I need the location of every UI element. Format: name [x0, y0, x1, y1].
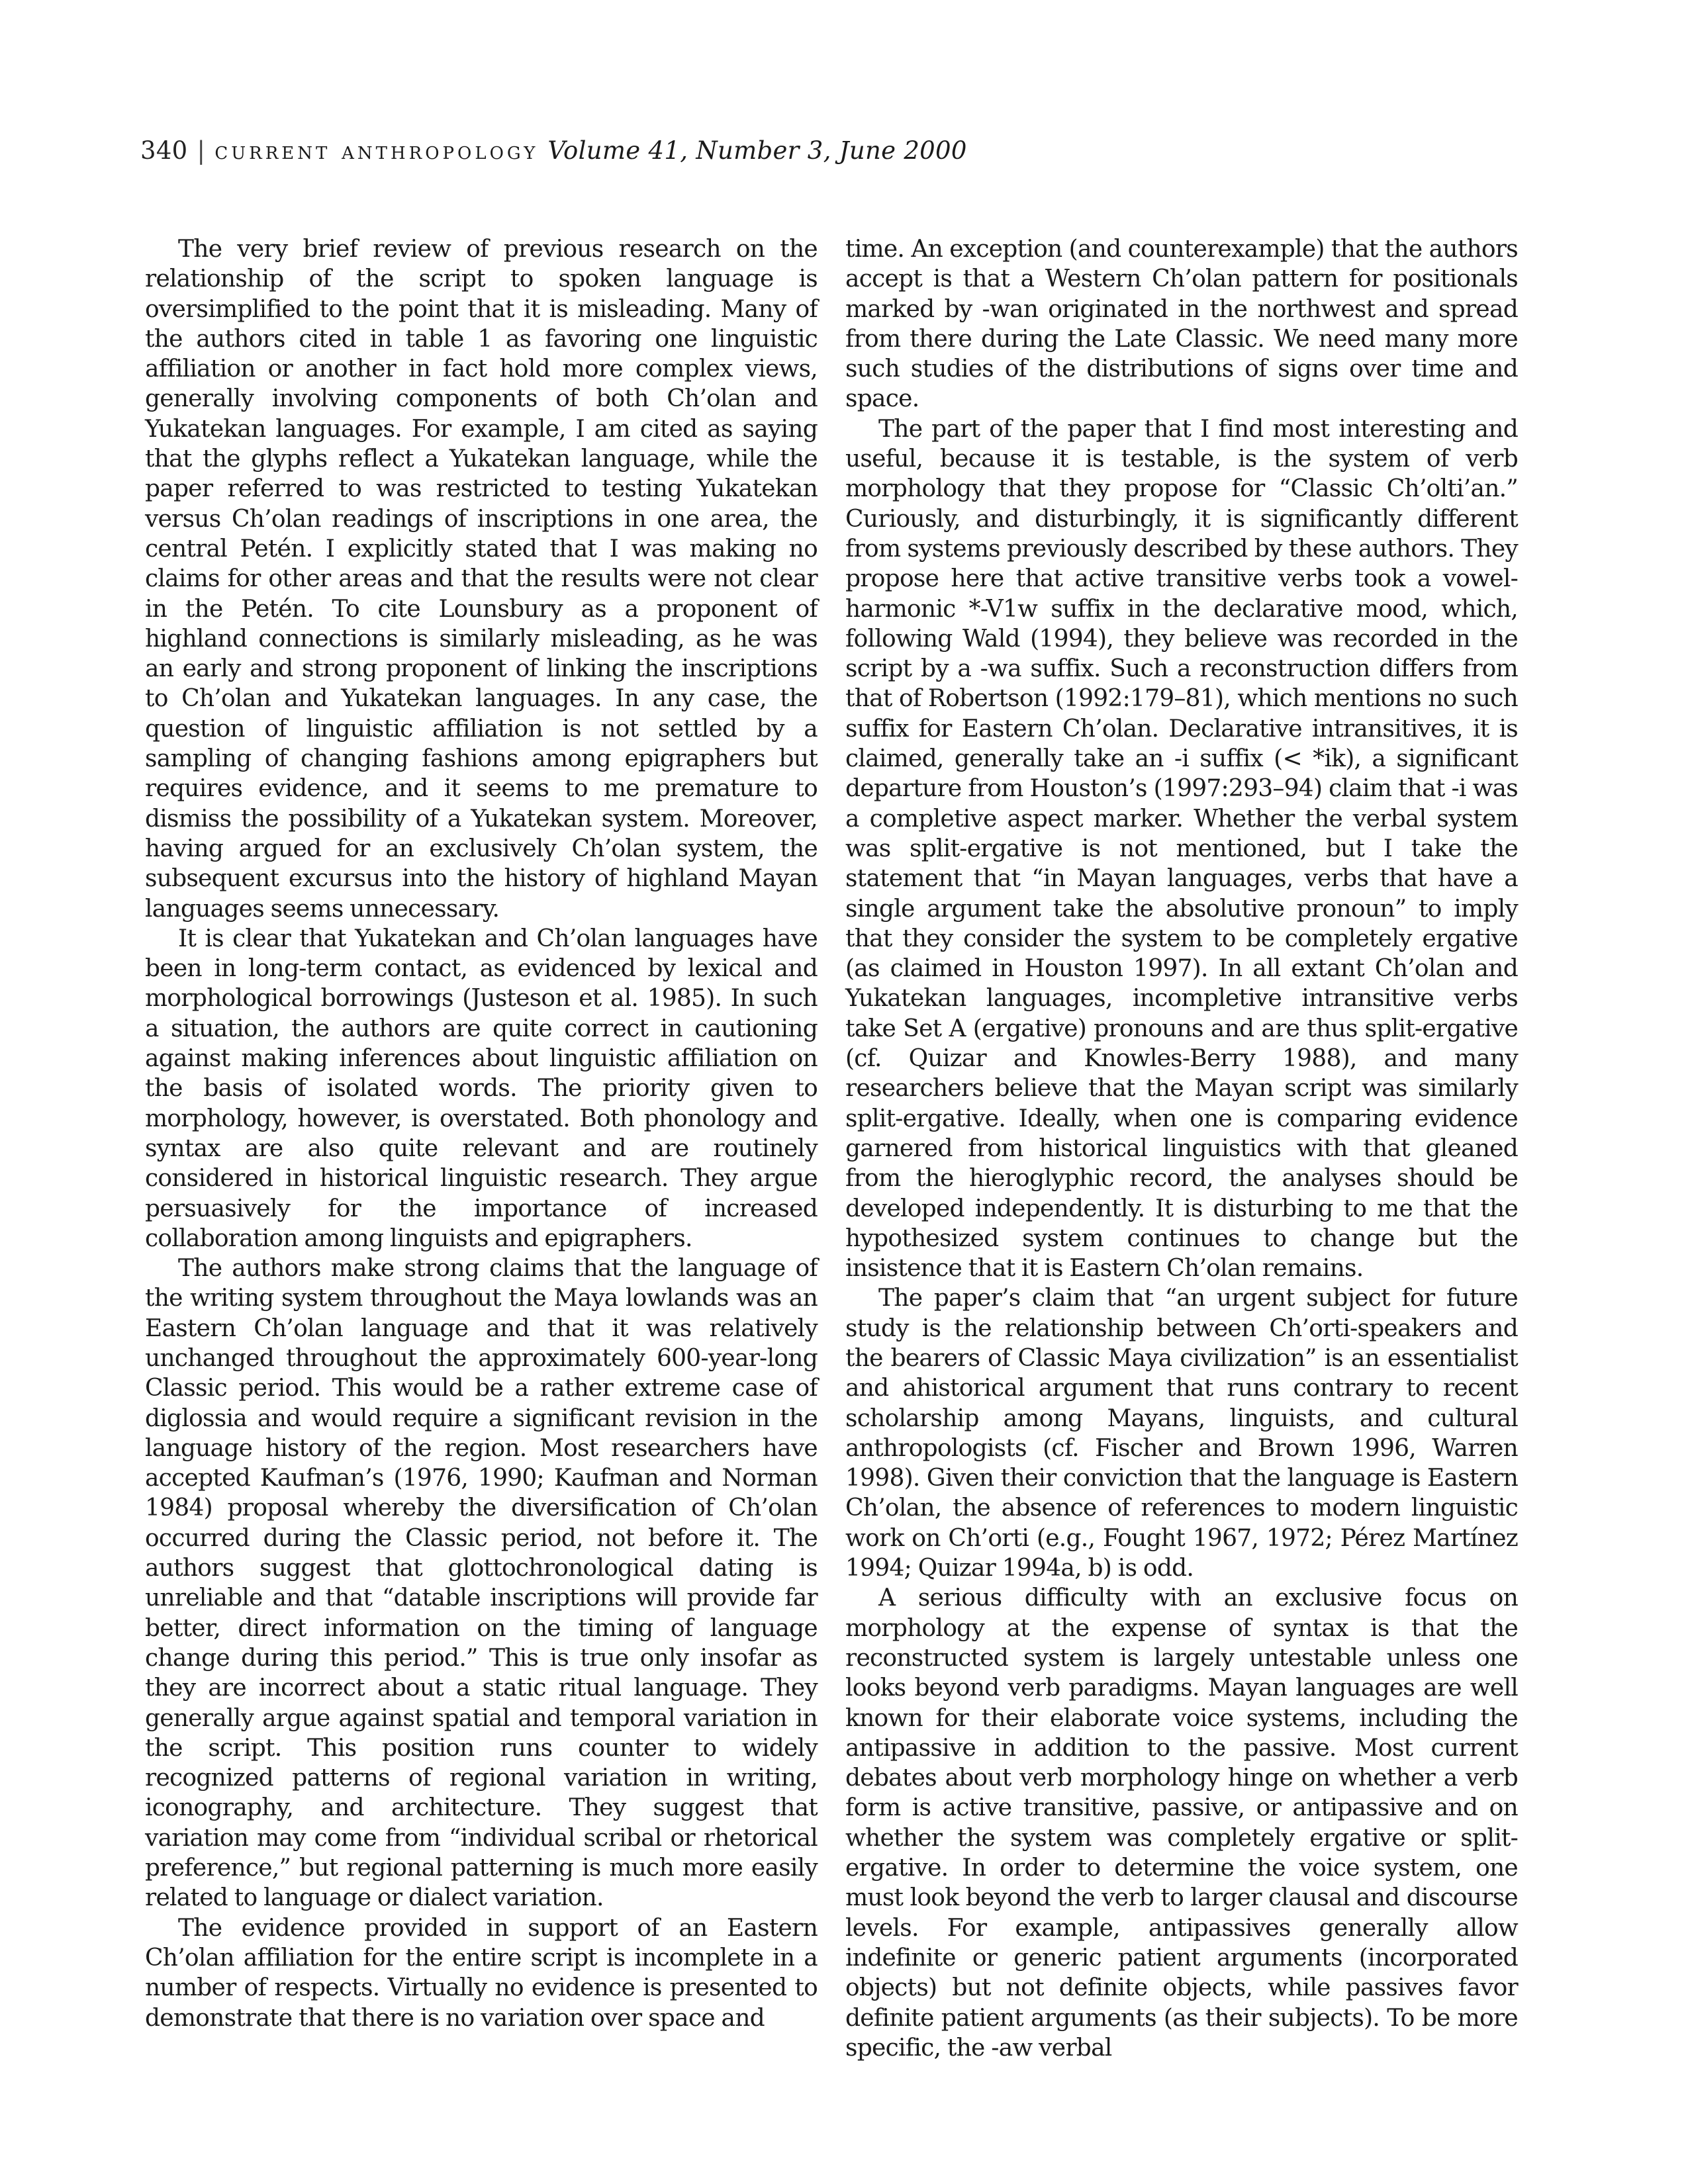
paragraph: The paper’s claim that “an urgent subject for future study is the relationship between Ch’orti-speakers and the bearers of Classic Maya civilization” is an essentialist and ahistorical argument that runs contrary to recent scholarship among Mayans, linguists, and cultural anthropologists (cf. Fischer and Brown 1996, Warren 1998). Given their conviction that the language is Eastern Ch’olan, the absence of references to modern linguistic work on Ch’orti (e.g., Fought 1967, 1972; Pérez Martínez 1994; Quizar 1994a, b) is odd.	[845, 1285, 1518, 1582]
paragraph: A serious difficulty with an exclusive focus on morphology at the expense of syntax is that the reconstructed system is largely untestable unless one looks beyond verb paradigms. Mayan languages are well known for their elaborate voice systems, including the antipassive in addition to the passive. Most current debates about verb morphology hinge on whether a verb form is active transitive, passive, or antipassive and on whether the system was completely ergative or split-ergative. In order to determine the voice system, one must look beyond the verb to larger clausal and discourse levels. For example, antipassives generally allow indefinite or generic patient arguments (incorporated objects) but not definite objects, while passives favor definite patient arguments (as their subjects). To be more specific, the -aw verbal	[845, 1584, 1518, 2062]
paragraph-continued: time. An exception (and counterexample) that the authors accept is that a Western Ch’olan pattern for positionals marked by -wan originated in the northwest and spread from there during the Late Classic. We need many more such studies of the distributions of signs over time and space.	[845, 236, 1518, 413]
journal-title: current anthropology	[214, 136, 539, 165]
left-column	[145, 234, 818, 2033]
paragraph: It is clear that Yukatekan and Ch’olan languages have been in long-term contact, as evidenced by lexical and morphological borrowings (Justeson et al. 1985). In such a situation, the authors are quite correct in cautioning against making inferences about linguistic affiliation on the basis of isolated words. The priority given to morphology, however, is overstated. Both phonology and syntax are also quite relevant and are routinely considered in historical linguistic research. They argue persuasively for the importance of increased collaboration among linguists and epigraphers.	[145, 925, 818, 1252]
paragraph: The very brief review of previous research on the relationship of the script to spoken language is oversimplified to the point that it is misleading. Many of the authors cited in table 1 as favoring one linguistic affiliation or another in fact hold more complex views, generally involving components of both Ch’olan and Yukatekan languages. For example, I am cited as saying that the glyphs reflect a Yukatekan language, while the paper referred to was restricted to testing Yukatekan versus Ch’olan readings of inscriptions in one area, the central Petén. I explicitly stated that I was making no claims for other areas and that the results were not clear in the Petén. To cite Lounsbury as a proponent of highland connections is similarly misleading, as he was an early and strong proponent of linking the inscriptions to Ch’olan and Yukatekan languages. In any case, the question of linguistic affiliation is not settled by a sampling of changing fashions among epigraphers but requires evidence, and it seems to me premature to dismiss the possibility of a Yukatekan system. Moreover, having argued for an exclusively Ch’olan system, the subsequent excursus into the history of highland Mayan languages seems unnecessary.	[145, 236, 818, 923]
paragraph: The evidence provided in support of an Eastern Ch’olan affiliation for the entire script is incomplete in a number of respects. Virtually no evidence is presented to demonstrate that there is no variation over space and	[145, 1914, 818, 2032]
header-separator: |	[197, 136, 206, 165]
running-header	[140, 132, 967, 169]
right-column	[845, 234, 1518, 2063]
paragraph: The part of the paper that I find most interesting and useful, because it is testable, is the system of verb morphology that they propose for “Classic Ch’olti’an.” Curiously, and disturbingly, it is significantly different from systems previously described by these authors. They propose here that active transitive verbs took a vowel-harmonic *-V1w suffix in the declarative mood, which, following Wald (1994), they believe was recorded in the script by a -wa suffix. Such a reconstruction differs from that of Robertson (1992:179–81), which mentions no such suffix for Eastern Ch’olan. Declarative intransitives, it is claimed, generally take an -i suffix (< *ik), a significant departure from Houston’s (1997:293–94) claim that -i was a completive aspect marker. Whether the verbal system was split-ergative is not mentioned, but I take the statement that “in Mayan languages, verbs that have a single argument take the absolutive pronoun” to imply that they consider the system to be completely ergative (as claimed in Houston 1997). In all extant Ch’olan and Yukatekan languages, incompletive intransitive verbs take Set A (ergative) pronouns and are thus split-ergative (cf. Quizar and Knowles-Berry 1988), and many researchers believe that the Mayan script was similarly split-ergative. Ideally, when one is comparing evidence garnered from historical linguistics with that gleaned from the hieroglyphic record, the analyses should be developed independently. It is disturbing to me that the hypothesized system continues to change but the insistence that it is Eastern Ch’olan remains.	[845, 415, 1518, 1283]
paragraph: The authors make strong claims that the language of the writing system throughout the Maya lowlands was an Eastern Ch’olan language and that it was relatively unchanged throughout the approximately 600-year-long Classic period. This would be a rather extreme case of diglossia and would require a significant revision in the language history of the region. Most researchers have accepted Kaufman’s (1976, 1990; Kaufman and Norman 1984) proposal whereby the diversification of Ch’olan occurred during the Classic period, not before it. The authors suggest that glottochronological dating is unreliable and that “datable inscriptions will provide far better, direct information on the timing of language change during this period.” This is true only insofar as they are incorrect about a static ritual language. They generally argue against spatial and temporal variation in the script. This position runs counter to widely recognized patterns of regional variation in writing, iconography, and architecture. They suggest that variation may come from “individual scribal or rhetorical preference,” but regional patterning is much more easily related to language or dialect variation.	[145, 1255, 818, 1912]
page-number: 340	[140, 136, 188, 165]
volume-info: Volume 41, Number 3, June 2000	[547, 136, 967, 165]
